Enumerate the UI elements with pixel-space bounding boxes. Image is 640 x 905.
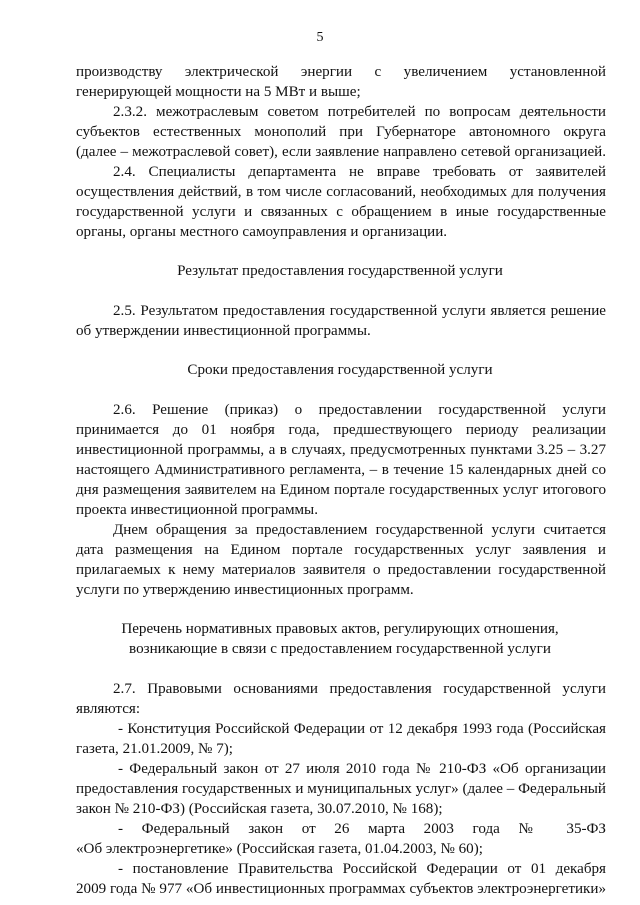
text-line: государственной услуги и связанных с обращением в иные государственные <box>76 204 606 220</box>
text-line: прилагаемых к нему материалов заявителя о предоставлении государственной <box>76 562 606 578</box>
text-line: Днем обращения за предоставлением государственной услуги считается <box>113 522 606 538</box>
text-line: газета, 21.01.2009, № 7); <box>76 741 233 757</box>
text-line: осуществления действий, в том числе согласований, необходимых для получения <box>76 184 606 200</box>
text-line: 2.4. Специалисты департамента не вправе требовать от заявителей <box>113 164 606 180</box>
text-line: 2.3.2. межотраслевым советом потребителей по вопросам деятельности <box>113 104 606 120</box>
text-line: - Федеральный закон от 26 марта 2003 года № 35-ФЗ <box>118 821 606 837</box>
text-line: 2.5. Результатом предоставления государственной услуги является решение <box>113 303 606 319</box>
text-line: 2.6. Решение (приказ) о предоставлении государственной услуги <box>113 402 606 418</box>
text-line: - Федеральный закон от 27 июля 2010 года № 210-ФЗ «Об организации <box>118 761 606 777</box>
text-line: дата размещения на Едином портале государственных услуг заявления и <box>76 542 606 558</box>
text-line: дня размещения заявителем на Едином портале государственных услуг итогового <box>76 482 606 498</box>
text-line: принимается до 01 ноября года, предшествующего периоду реализации <box>76 422 606 438</box>
text-line: услуги по утверждению инвестиционных программ. <box>76 582 414 598</box>
section-heading: Результат предоставления государственной услуги <box>177 263 503 279</box>
text-line: производству электрической энергии с увеличением установленной <box>76 64 606 80</box>
text-line: настоящего Административного регламента, – в течение 15 календарных дней со <box>76 462 606 478</box>
text-line: закон № 210-ФЗ) (Российская газета, 30.07.2010, № 168); <box>76 801 443 817</box>
text-line: инвестиционной программы, а в случаях, предусмотренных пунктами 3.25 – 3.27 <box>76 442 606 458</box>
text-line: генерирующей мощности на 5 МВт и выше; <box>76 84 361 100</box>
text-line: - постановление Правительства Российской Федерации от 01 декабря <box>118 861 606 877</box>
text-line: (далее – межотраслевой совет), если заявление направлено сетевой организацией. <box>76 144 606 160</box>
text-line: органы, органы местного самоуправления и организации. <box>76 224 448 240</box>
text-line: субъектов естественных монополий при Губернаторе автономного округа <box>76 124 606 140</box>
page-number: 5 <box>316 30 324 45</box>
text-line: - Конституция Российской Федерации от 12 декабря 1993 года (Российская <box>118 721 606 737</box>
text-line: «Об электроэнергетике» (Российская газета, 01.04.2003, № 60); <box>76 841 483 857</box>
text-line: 2009 года № 977 «Об инвестиционных программах субъектов электроэнергетики» <box>76 881 606 897</box>
text-line: 2.7. Правовыми основаниями предоставления государственной услуги <box>113 681 606 697</box>
section-heading: Сроки предоставления государственной услуги <box>187 362 493 378</box>
section-heading: Перечень нормативных правовых актов, регулирующих отношения, <box>121 621 559 637</box>
section-heading: возникающие в связи с предоставлением государственной услуги <box>129 641 551 657</box>
text-line: об утверждении инвестиционной программы. <box>76 323 371 339</box>
text-line: являются: <box>76 701 141 717</box>
text-line: проекта инвестиционной программы. <box>76 502 318 518</box>
text-line: предоставления государственных и муниципальных услуг» (далее – Федеральный <box>76 781 606 797</box>
